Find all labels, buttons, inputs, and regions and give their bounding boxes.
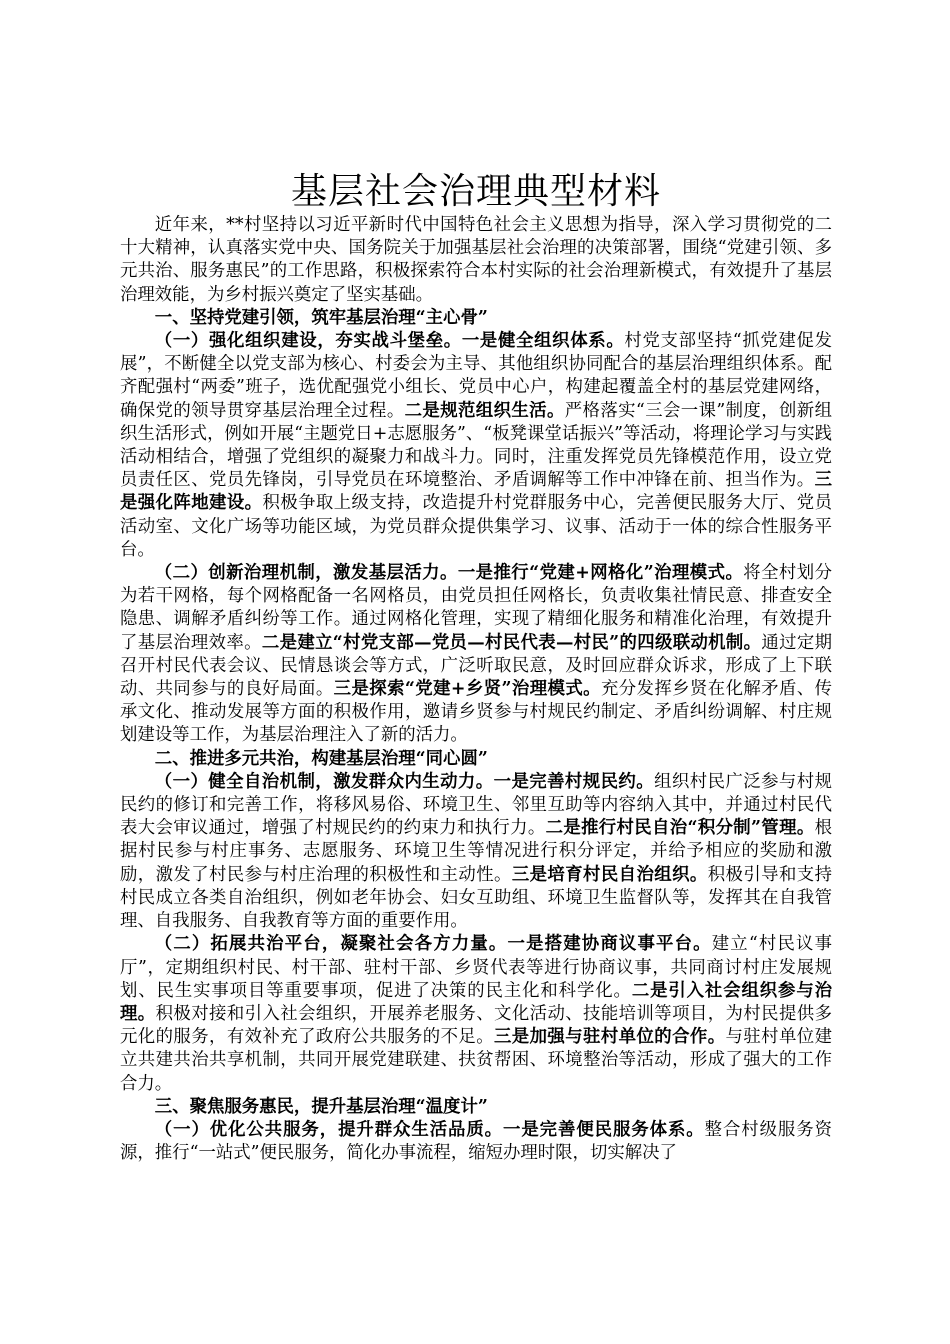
subsection-title: （一）健全自治机制，激发群众内生动力。 xyxy=(154,771,494,792)
point-title: 一是推行“党建+网格化”治理模式。 xyxy=(457,563,744,584)
point-text: 积极争取上级支持，改造提升村党群服务中心，完善便民服务大厅、党员活动室、文化广场等功能区域，为党员群众提供集学习、议事、活动于一体的综合性服务平台。 xyxy=(120,493,832,560)
point-text: 村党支部坚持“抓党建促发展”，不断健全以党支部为核心、村委会为主导、其他组织协同配合的基层治理组织体系。配齐配强村“两委”班子，选优配强党小组长、党员中心户，构建起覆盖全村的基层党建网络，确保党的领导贯穿基层治理全过程。 xyxy=(120,331,832,421)
subsection-title: （一）优化公共服务，提升群众生活品质。 xyxy=(154,1119,504,1140)
intro-paragraph: 近年来，**村坚持以习近平新时代中国特色社会主义思想为指导，深入学习贯彻党的二十大精神，认真落实党中央、国务院关于加强基层社会治理的决策部署，围绕“党建引领、多元共治、服务惠民”的工作思路，积极探索符合本村实际的社会治理新模式，有效提升了基层治理效能，为乡村振兴奠定了坚实基础。 xyxy=(120,215,832,305)
point-title: 二是建立“村党支部—党员—村民代表—村民”的四级联动机制。 xyxy=(261,632,762,653)
point-text: 积极对接和引入社会组织，开展养老服务、文化活动、技能培训等项目，为村民提供多元化的服务，有效补充了政府公共服务的不足。 xyxy=(120,1003,832,1048)
point-title: 三是强化阵地建设。 xyxy=(120,470,832,514)
point-title: 一是健全组织体系。 xyxy=(461,331,625,352)
section-heading-1: 一、坚持党建引领，筑牢基层治理“主心骨” xyxy=(154,307,488,328)
point-text: 根据村民参与村庄事务、志愿服务、环境卫生等情况进行积分评定，并给予相应的奖励和激励，激发了村民参与村庄治理的积极性和主动性。 xyxy=(120,818,832,885)
point-text: 整合村级服务资源，推行“一站式”便民服务，简化办事流程，缩短办理时限，切实解决了 xyxy=(120,1119,832,1164)
point-title: 二是规范组织生活。 xyxy=(404,400,565,421)
point-text: 与驻村单位建立共建共治共享机制，共同开展党建联建、扶贫帮困、环境整治等活动，形成了强大的工作合力。 xyxy=(120,1027,832,1094)
section-heading-2: 二、推进多元共治，构建基层治理“同心圆” xyxy=(154,748,488,769)
subsection-title: （一）强化组织建设，夯实战斗堡垒。 xyxy=(154,331,462,352)
point-title: 一是完善村规民约。 xyxy=(493,771,655,792)
subsection-1-2 xyxy=(120,562,832,748)
point-text: 将全村划分为若干网格，每个网格配备一名网格员，由党员担任网格长，负责收集社情民意、排查安全隐患、调解矛盾纠纷等工作。通过网格化管理，实现了精细化服务和精准化治理，有效提升了基层治理效率。 xyxy=(120,563,832,653)
point-title: 一是搭建协商议事平台。 xyxy=(507,934,712,955)
point-title: 三是探索“党建+乡贤”治理模式。 xyxy=(333,679,601,700)
point-title: 三是培育村民自治组织。 xyxy=(511,864,708,885)
point-title: 二是推行村民自治“积分制”管理。 xyxy=(545,818,815,839)
subsection-1-1 xyxy=(120,330,832,562)
point-title: 一是完善便民服务体系。 xyxy=(503,1119,705,1140)
document-page xyxy=(120,170,832,1165)
subsection-title: （二）拓展共治平台，凝聚社会各方力量。 xyxy=(154,934,508,955)
subsection-2-2 xyxy=(120,933,832,1095)
subsection-title: （二）创新治理机制，激发基层活力。 xyxy=(154,563,458,584)
document-title: 基层社会治理典型材料 xyxy=(290,171,661,212)
point-text: 充分发挥乡贤在化解矛盾、传承文化、推动发展等方面的积极作用，邀请乡贤参与村规民约制定、矛盾纠纷调解、村庄规划建设等工作，为基层治理注入了新的活力。 xyxy=(120,679,832,746)
point-title: 三是加强与驻村单位的合作。 xyxy=(494,1027,726,1048)
subsection-2-1 xyxy=(120,771,832,933)
point-text: 组织村民广泛参与村规民约的修订和完善工作，将移风易俗、环境卫生、邻里互助等内容纳入其中，并通过村民代表大会审议通过，增强了村规民约的约束力和执行力。 xyxy=(120,771,832,839)
point-text: 严格落实“三会一课”制度，创新组织生活形式，例如开展“主题党日+志愿服务”、“板凳课堂话振兴”等活动，将理论学习与实践活动相结合，增强了党组织的凝聚力和战斗力。同时，注重发挥党员先锋模范作用，设立党员责任区、党员先锋岗，引导党员在环境整治、矛盾调解等工作中冲锋在前、担当作为。 xyxy=(120,400,832,491)
point-text: 通过定期召开村民代表会议、民情恳谈会等方式，广泛听取民意，及时回应群众诉求，形成了上下联动、共同参与的良好局面。 xyxy=(120,632,832,700)
section-heading-3: 三、聚焦服务惠民，提升基层治理“温度计” xyxy=(154,1096,488,1117)
subsection-3-1 xyxy=(120,1119,832,1165)
point-text: 建立“村民议事厅”，定期组织村民、村干部、驻村干部、乡贤代表等进行协商议事，共同商讨村庄发展规划、民生实事项目等重要事项，促进了决策的民主化和科学化。 xyxy=(120,934,832,1001)
point-text: 积极引导和支持村民成立各类自治组织，例如老年协会、妇女互助组、环境卫生监督队等，发挥其在自我管理、自我服务、自我教育等方面的重要作用。 xyxy=(120,864,832,932)
point-title: 二是引入社会组织参与治理。 xyxy=(120,980,832,1024)
